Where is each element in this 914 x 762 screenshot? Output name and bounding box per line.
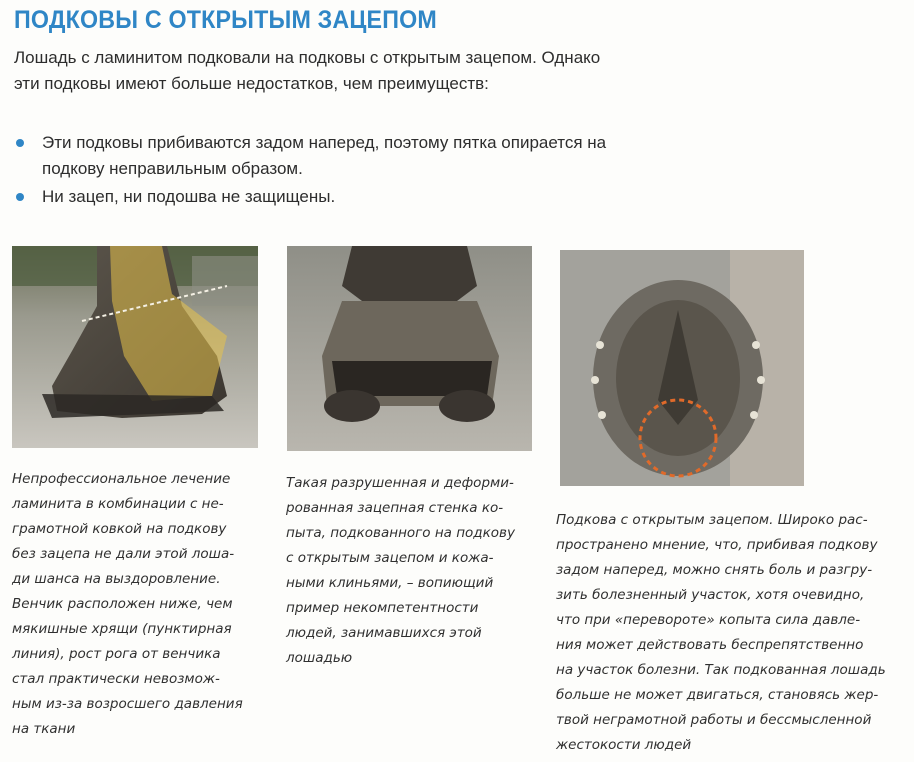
caption-line: ным из-за возросшего давления bbox=[12, 696, 243, 712]
photo-horseshoe-sole bbox=[560, 250, 804, 486]
photo-hoof-side bbox=[12, 246, 258, 448]
caption-photo-2 bbox=[286, 471, 546, 671]
caption-line: грамотной ковкой на подкову bbox=[12, 521, 227, 537]
caption-photo-3 bbox=[556, 508, 906, 758]
caption-line: Подкова с открытым зацепом. Широко рас- bbox=[556, 512, 868, 528]
caption-line: пространено мнение, что, прибивая подкову bbox=[556, 537, 878, 553]
caption-line: задом наперед, можно снять боль и разгру- bbox=[556, 562, 873, 578]
bullet-line: Эти подковы прибиваются задом наперед, поэтому пятка опирается на bbox=[42, 133, 607, 152]
caption-line: пример некомпетентности bbox=[286, 600, 479, 616]
caption-line: Непрофессиональное лечение bbox=[12, 471, 231, 487]
caption-line: Венчик расположен ниже, чем bbox=[12, 596, 233, 612]
caption-line: ламинита в комбинации с не- bbox=[12, 496, 224, 512]
caption-line: ди шанса на выздоровление. bbox=[12, 571, 221, 587]
caption-line: линия), рост рога от венчика bbox=[12, 646, 221, 662]
caption-line: что при «перевороте» копыта сила давле- bbox=[556, 612, 861, 628]
caption-line: лошадью bbox=[286, 650, 353, 666]
caption-line: рованная зацепная стенка ко- bbox=[286, 500, 504, 516]
bullet-item bbox=[14, 130, 734, 182]
bullet-dot-icon bbox=[16, 193, 24, 201]
horseshoe-sole-image bbox=[560, 250, 804, 486]
photo-hoof-front bbox=[287, 246, 532, 451]
caption-line: стал практически невозмож- bbox=[12, 671, 220, 687]
caption-line: на участок болезни. Так подкованная лошадь bbox=[556, 662, 886, 678]
page-title: ПОДКОВЫ С ОТКРЫТЫМ ЗАЦЕПОМ bbox=[14, 6, 437, 34]
caption-line: на ткани bbox=[12, 721, 76, 737]
caption-line: пыта, подкованного на подкову bbox=[286, 525, 515, 541]
bullet-dot-icon bbox=[16, 139, 24, 147]
caption-line: мякишные хрящи (пунктирная bbox=[12, 621, 232, 637]
intro-line: Лошадь с ламинитом подковали на подковы с открытым зацепом. Однако bbox=[14, 48, 601, 67]
caption-line: больше не может двигаться, становясь жер- bbox=[556, 687, 879, 703]
intro-paragraph bbox=[14, 45, 734, 97]
caption-line: людей, занимавшихся этой bbox=[286, 625, 482, 641]
bullet-list bbox=[14, 130, 734, 210]
bullet-item bbox=[14, 184, 734, 210]
bullet-line: подкову неправильным образом. bbox=[42, 159, 303, 178]
hoof-front-image bbox=[287, 246, 532, 451]
caption-photo-1 bbox=[12, 467, 272, 742]
caption-line: Такая разрушенная и деформи- bbox=[286, 475, 514, 491]
caption-line: без зацепа не дали этой лоша- bbox=[12, 546, 235, 562]
caption-line: твой неграмотной работы и бессмысленной bbox=[556, 712, 872, 728]
caption-line: жестокости людей bbox=[556, 737, 692, 753]
intro-line: эти подковы имеют больше недостатков, чем преимуществ: bbox=[14, 74, 489, 93]
caption-line: зить болезненный участок, хотя очевидно, bbox=[556, 587, 865, 603]
hoof-side-image bbox=[12, 246, 258, 448]
bullet-line: Ни зацеп, ни подошва не защищены. bbox=[42, 187, 336, 206]
caption-line: ния может действовать беспрепятственно bbox=[556, 637, 864, 653]
caption-line: ными клиньями, – вопиющий bbox=[286, 575, 494, 591]
caption-line: с открытым зацепом и кожа- bbox=[286, 550, 494, 566]
